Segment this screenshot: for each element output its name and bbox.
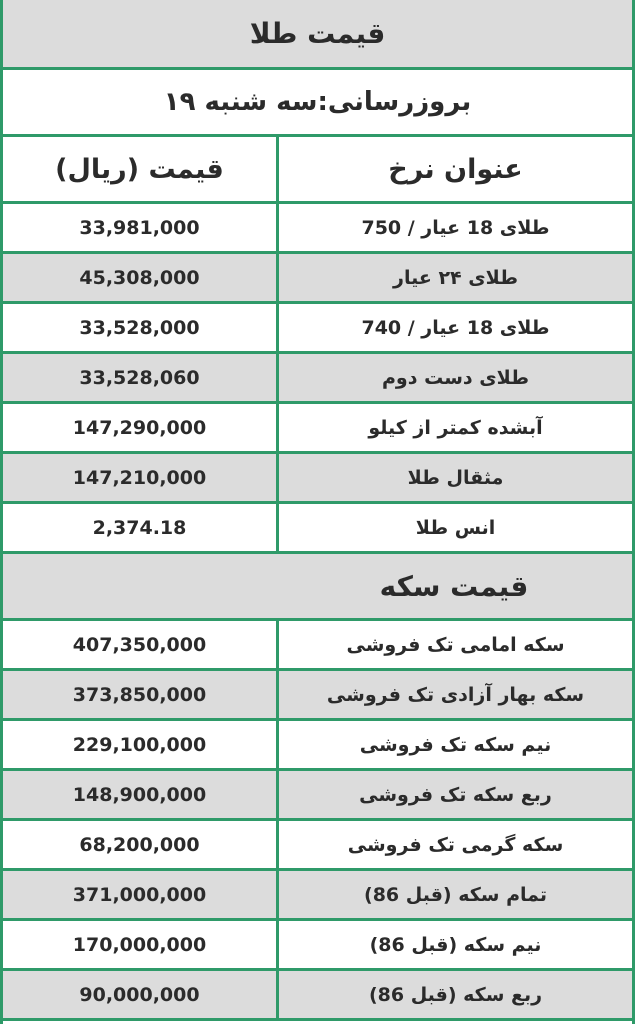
table-row: [3, 871, 632, 921]
rate-name: سکه گرمی تک فروشی: [276, 821, 632, 868]
rate-price: 147,290,000: [72, 416, 207, 439]
rate-name: سکه بهار آزادی تک فروشی: [276, 671, 632, 718]
rate-price: 68,200,000: [79, 833, 200, 856]
table-row: [3, 621, 632, 671]
table-row: [3, 354, 632, 404]
coin-section-title: [3, 554, 632, 621]
rate-price: 33,528,000: [79, 316, 200, 339]
rate-name: مثقال طلا: [276, 454, 632, 501]
rate-name: ربع سکه تک فروشی: [276, 771, 632, 818]
table-title: [3, 0, 632, 70]
table-row: [3, 771, 632, 821]
header-row: [3, 137, 632, 204]
table-row: [3, 404, 632, 454]
rate-name: طلای 18 عیار / 740: [276, 304, 632, 351]
rate-name: تمام سکه (قبل 86): [276, 871, 632, 918]
table-row: [3, 921, 632, 971]
rate-price: 407,350,000: [72, 633, 207, 656]
title-text: قیمت طلا: [249, 17, 386, 50]
rate-price: 148,900,000: [72, 783, 207, 806]
rate-name: طلای ۲۴ عیار: [276, 254, 632, 301]
table-row: [3, 304, 632, 354]
rate-price: 33,528,060: [79, 366, 200, 389]
header-name: عنوان نرخ: [276, 137, 632, 201]
table-row: [3, 971, 632, 1021]
table-row: [3, 671, 632, 721]
update-row: [3, 70, 632, 137]
rate-name: نیم سکه تک فروشی: [276, 721, 632, 768]
coin-rows: [3, 621, 632, 1021]
rate-name: آبشده کمتر از کیلو: [276, 404, 632, 451]
header-price: قیمت (ریال): [55, 153, 224, 185]
rate-name: سکه امامی تک فروشی: [276, 621, 632, 668]
table-row: [3, 454, 632, 504]
rate-name: طلای 18 عیار / 750: [276, 204, 632, 251]
table-row: [3, 504, 632, 554]
rate-price: 2,374.18: [92, 516, 187, 539]
rate-name: انس طلا: [276, 504, 632, 551]
update-text: بروزرسانی:سه شنبه ۱۹: [163, 87, 472, 117]
table-row: [3, 254, 632, 304]
table-row: [3, 821, 632, 871]
rate-name: طلای دست دوم: [276, 354, 632, 401]
rate-price: 371,000,000: [72, 883, 207, 906]
rate-price: 170,000,000: [72, 933, 207, 956]
table-row: [3, 204, 632, 254]
rate-name: نیم سکه (قبل 86): [276, 921, 632, 968]
rate-price: 147,210,000: [72, 466, 207, 489]
coin-section-text: قیمت سکه: [379, 569, 529, 603]
rate-price: 90,000,000: [79, 983, 200, 1006]
rate-price: 33,981,000: [79, 216, 200, 239]
rate-price: 373,850,000: [72, 683, 207, 706]
gold-rows: [3, 204, 632, 554]
rate-name: ربع سکه (قبل 86): [276, 971, 632, 1018]
table-row: [3, 721, 632, 771]
rate-price: 229,100,000: [72, 733, 207, 756]
rate-price: 45,308,000: [79, 266, 200, 289]
